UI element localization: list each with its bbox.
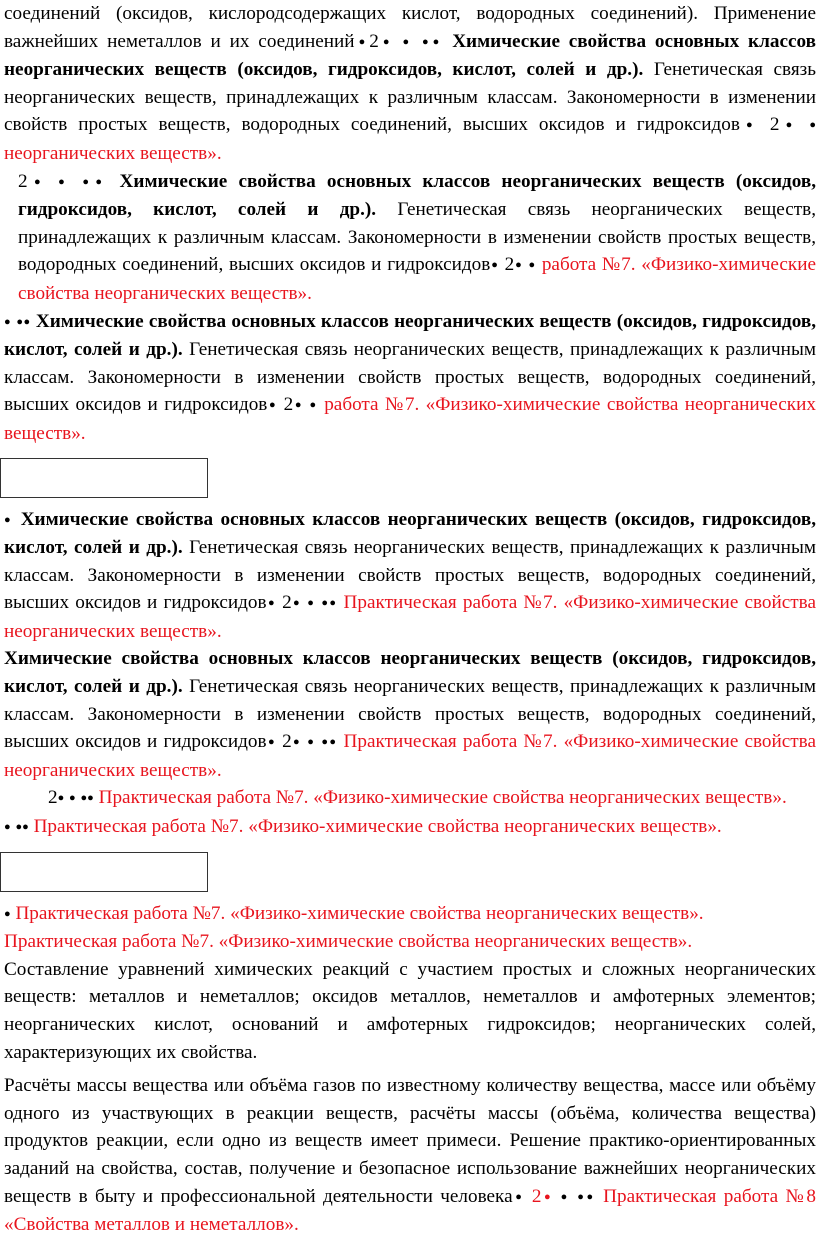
red-text: работа №7. «Физико-химические свойства неорганических веществ». [4, 394, 816, 444]
paragraph-6: 2● ● ● ● Практическая работа №7. «Физико-химические свойства неорганических веществ». [4, 784, 816, 813]
bullet-icon [541, 1186, 553, 1207]
bullet-icon [267, 394, 277, 415]
bullet-icon [809, 114, 816, 135]
bullet-icon [82, 171, 95, 192]
bullet-icon [587, 1186, 596, 1207]
red-text: неорганических веществ». [4, 142, 222, 164]
bullet-icon [293, 394, 303, 415]
bullet-icon [87, 787, 94, 808]
bullet-icon [292, 592, 301, 613]
bold-heading: Химические свойства основных классов неорганических веществ (оксидов, гидроксидов, кислот, солей и др.). [4, 508, 816, 559]
empty-frame [0, 852, 208, 892]
empty-frame [0, 458, 208, 498]
red-text: Практическая работа №7. «Физико-химические свойства неорганических веществ». [4, 931, 693, 953]
red-text: Практическая работа №7. «Физико-химические свойства неорганических веществ». [15, 902, 704, 924]
bullet-icon [4, 816, 11, 837]
bullet-icon [58, 787, 65, 808]
paragraph-7 [4, 813, 816, 842]
bold-heading: Химические свойства основных классов неорганических веществ (оксидов, гидроксидов, кислот, солей и др.). [4, 648, 816, 698]
bullet-icon [267, 731, 276, 752]
paragraph-9 [4, 928, 816, 956]
bullet-icon [95, 171, 108, 192]
bullet-icon [490, 254, 499, 275]
bullet-icon [740, 114, 759, 135]
bullet-icon [329, 731, 337, 752]
bullet-icon [4, 903, 11, 924]
bullet-icon [22, 816, 29, 837]
paragraph-11: Расчёты массы вещества или объёма газов по известному количеству вещества, массе или объёму одного из участвующих в реакции веществ, расчёты массы (объёма, количества вещества) продуктов реакции, если одно из веществ имеет примеси. Решение практико-ориентированных заданий на свойства, состав, получение и безопасное использование важнейших неорганических веществ в быту и профессиональной деятельности человека● 2● ● ● ● Практическая работа №8 «Свойства металлов и неметаллов». [4, 1072, 816, 1239]
bullet-icon [528, 254, 536, 275]
bullet-icon [513, 1186, 525, 1207]
bold-heading: Химические свойства основных классов неорганических веществ (оксидов, гидроксидов, кислот, солей и др.). [4, 30, 816, 81]
red-text: работа №7. «Физико-химические свойства неорганических веществ». [18, 254, 816, 304]
bullet-icon [307, 592, 315, 613]
paragraph-5: Химические свойства основных классов неорганических веществ (оксидов, гидроксидов, кислот, солей и др.). Генетическая связь неорганических веществ, принадлежащих к различным классам. Закономерности в изменении свойств простых веществ, водородных соединений, высших оксидов и гидроксидов● 2● ● ● ● Практическая работа №7. «Физико-химические свойства неорганических веществ». [4, 645, 816, 784]
red-text: Практическая работа №7. «Физико-химические свойства неорганических веществ». [33, 816, 722, 838]
red-text: Практическая работа №7. «Физико-химические свойства неорганических веществ». [4, 592, 816, 642]
paragraph-2: 2● ● ● ● Химические свойства основных классов неорганических веществ (оксидов, гидроксидов, кислот, солей и др.). Генетическая связь неорганических веществ, принадлежащих к различным классам. Закономерности в изменении свойств простых веществ, водородных соединений, высших оксидов и гидроксидов● 2● ● работа №7. «Физико-химические свойства неорганических веществ». [4, 168, 816, 308]
bullet-icon [23, 311, 30, 332]
paragraph-10: Составление уравнений химических реакций с участием простых и сложных неорганических веществ: металлов и неметаллов; оксидов металлов, неметаллов и амфотерных элементов; неорганических кислот, оснований и амфотерных гидроксидов; неорганических солей, характеризующих их свойства. [4, 958, 816, 1063]
red-text: Практическая работа №7. «Физико-химические свойства неорганических веществ». [4, 731, 816, 781]
bullet-icon [58, 171, 71, 192]
bullet-icon [329, 592, 337, 613]
bullet-icon [433, 31, 444, 52]
bullet-icon [561, 1186, 570, 1207]
bullet-icon [4, 509, 13, 530]
bullet-icon [514, 254, 523, 275]
paragraph-3: ● ● ● Химические свойства основных классов неорганических веществ (оксидов, гидроксидов, кислот, солей и др.). Генетическая связь неорганических веществ, принадлежащих к различным классам. Закономерности в изменении свойств простых веществ, водородных соединений, высших оксидов и гидроксидов● 2● ● работа №7. «Физико-химические свойства неорганических веществ». [4, 308, 816, 448]
bold-heading: Химические свойства основных классов неорганических веществ (оксидов, гидроксидов, кислот, солей и др.). [18, 170, 816, 221]
bullet-icon [69, 787, 76, 808]
bold-heading: Химические свойства основных классов неорганических веществ (оксидов, гидроксидов, кислот, солей и др.). [4, 310, 816, 361]
bullet-icon [779, 114, 798, 135]
bullet-icon [28, 171, 47, 192]
bullet-icon [577, 1186, 586, 1207]
paragraph-4: ● Химические свойства основных классов неорганических веществ (оксидов, гидроксидов, кислот, солей и др.). Генетическая связь неорганических веществ, принадлежащих к различным классам. Закономерности в изменении свойств простых веществ, водородных соединений, высших оксидов и гидроксидов● 2● ● ● ● Практическая работа №7. «Физико-химические свойства неорганических веществ». [4, 506, 816, 646]
bullet-icon [4, 311, 11, 332]
bullet-icon [292, 731, 301, 752]
bullet-icon [379, 31, 394, 52]
red-text: Практическая работа №8 «Свойства металлов и неметаллов». [4, 1185, 816, 1236]
bullet-icon [307, 731, 315, 752]
paragraph-8 [4, 900, 816, 929]
bullet-icon [422, 31, 433, 52]
paragraph-1: соединений (оксидов, кислородсодержащих кислот, водородных соединений). Применение важнейших неметаллов и их соединений● 2● ● ● ● Химические свойства основных классов неорганических веществ (оксидов, гидроксидов, кислот, солей и др.). Генетическая связь неорганических веществ, принадлежащих к различным классам. Закономерности в изменении свойств простых веществ, водородных соединений, высших оксидов и гидроксидов● 2● ● неорганических веществ». [4, 0, 816, 168]
bullet-icon [267, 592, 276, 613]
bullet-icon [402, 31, 413, 52]
red-text: Практическая работа №7. «Физико-химические свойства неорганических веществ». [98, 787, 787, 809]
bullet-icon [310, 394, 318, 415]
bullet-icon [355, 31, 370, 52]
